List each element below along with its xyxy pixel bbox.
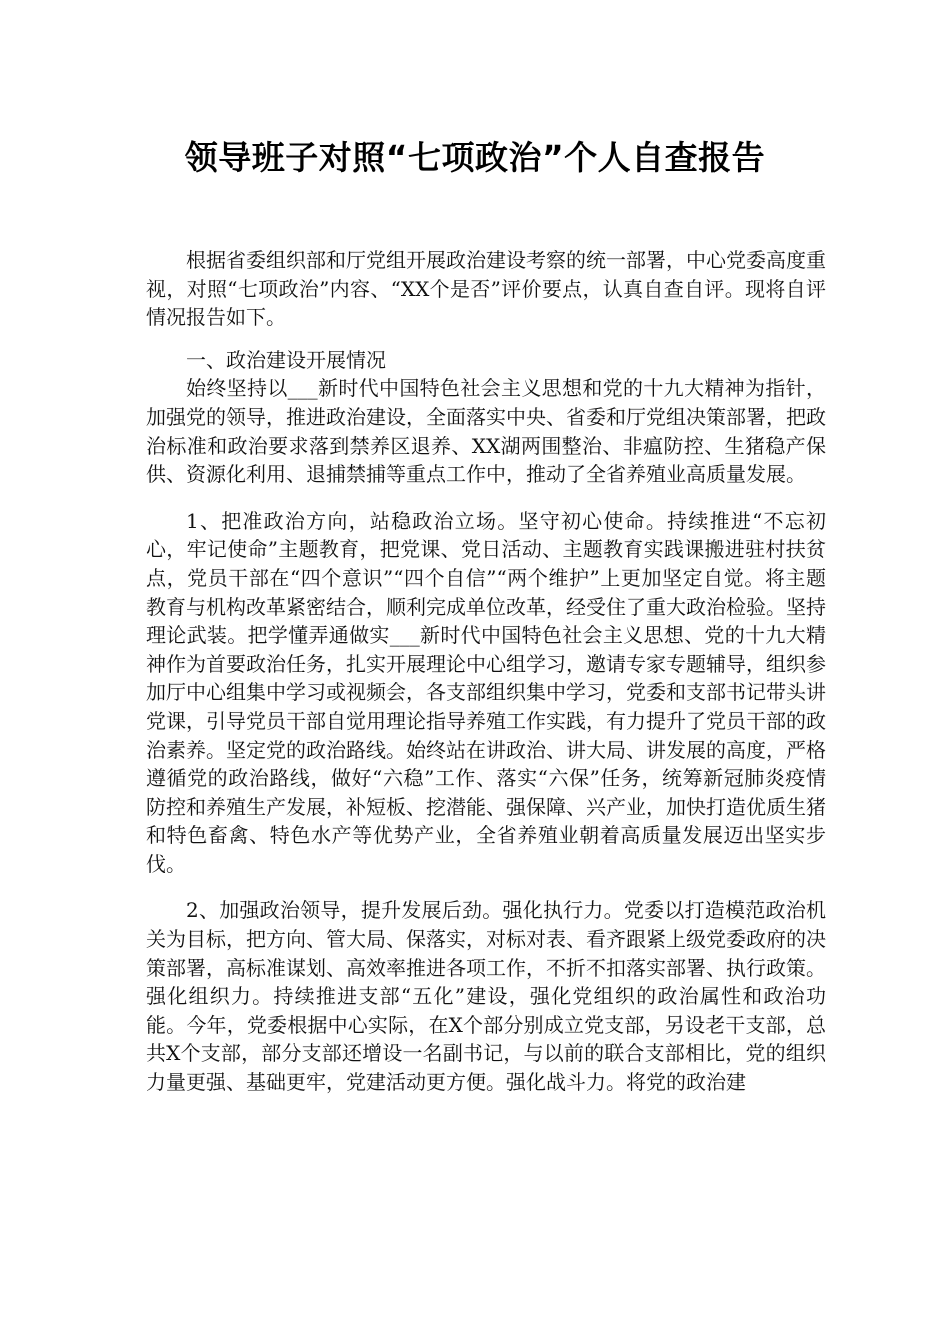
document-body: [146, 246, 826, 1097]
paragraph-overview: 始终坚持以___新时代中国特色社会主义思想和党的十九大精神为指针，加强党的领导，推进政治建设，全面落实中央、省委和厅党组决策部署，把政治标准和政治要求落到禁养区退养、XX湖两围整治、非瘟防控、生猪稳产保供、资源化利用、退捕禁捕等重点工作中，推动了全省养殖业高质量发展。: [146, 376, 826, 487]
paragraph-point-1: 1、把准政治方向，站稳政治立场。坚守初心使命。持续推进“不忘初心，牢记使命”主题教育，把党课、党日活动、主题教育实践课搬进驻村扶贫点，党员干部在“四个意识”“四个自信”“两个维护”上更加坚定自觉。将主题教育与机构改革紧密结合，顺利完成单位改革，经受住了重大政治检验。坚持理论武装。把学懂弄通做实___新时代中国特色社会主义思想、党的十九大精神作为首要政治任务，扎实开展理论中心组学习，邀请专家专题辅导，组织参加厅中心组集中学习或视频会，各支部组织集中学习，党委和支部书记带头讲党课，引导党员干部自觉用理论指导养殖工作实践，有力提升了党员干部的政治素养。坚定党的政治路线。始终站在讲政治、讲大局、讲发展的高度，严格遵循党的政治路线，做好“六稳”工作、落实“六保”任务，统筹新冠肺炎疫情防控和养殖生产发展，补短板、挖潜能、强保障、兴产业，加快打造优质生猪和特色畜禽、特色水产等优势产业，全省养殖业朝着高质量发展迈出坚实步伐。: [146, 508, 826, 876]
paragraph-point-2: 2、加强政治领导，提升发展后劲。强化执行力。党委以打造模范政治机关为目标，把方向、管大局、保落实，对标对表、看齐跟紧上级党委政府的决策部署，高标准谋划、高效率推进各项工作，不折不扣落实部署、执行政策。强化组织力。持续推进支部“五化”建设，强化党组织的政治属性和政治功能。今年，党委根据中心实际，在X个部分别成立党支部，另设老干支部，总共X个支部，部分支部还增设一名副书记，与以前的联合支部相比，党的组织力量更强、基础更牢，党建活动更方便。强化战斗力。将党的政治建: [146, 898, 826, 1095]
paragraph-intro: 根据省委组织部和厅党组开展政治建设考察的统一部署，中心党委高度重视，对照“七项政治”内容、“XX个是否”评价要点，认真自查自评。现将自评情况报告如下。: [146, 248, 826, 330]
document-title: 领导班子对照“七项政治”个人自查报告: [184, 138, 766, 177]
section-heading: 一、政治建设开展情况: [186, 347, 386, 372]
